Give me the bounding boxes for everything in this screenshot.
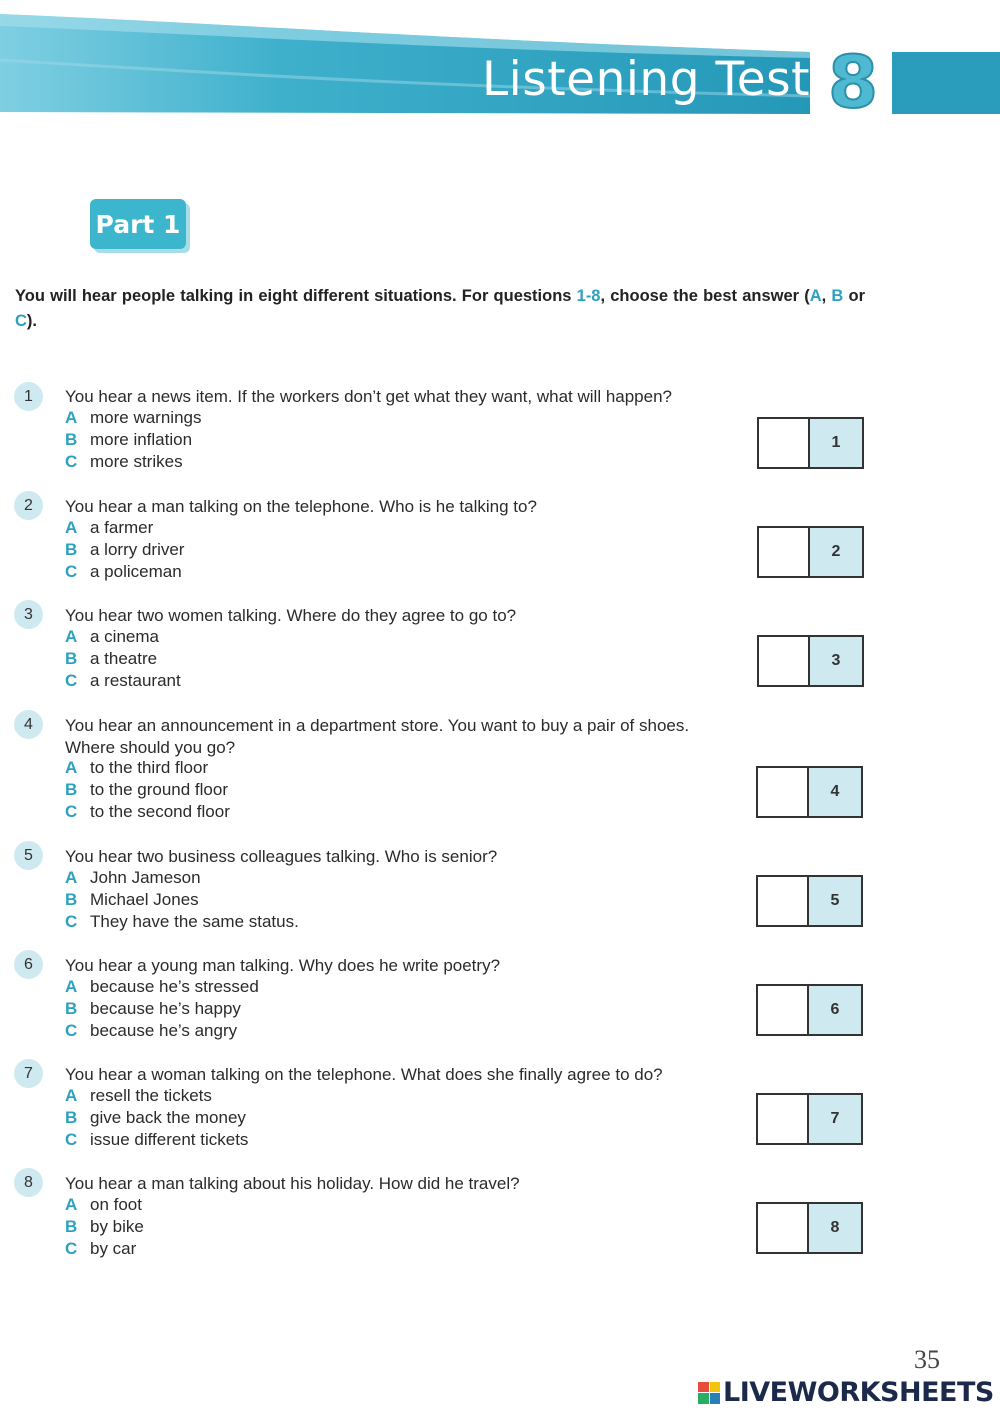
option-a: A a farmer bbox=[65, 518, 154, 537]
option-b: B by bike bbox=[65, 1217, 144, 1236]
question-number: 7 bbox=[14, 1059, 43, 1088]
answer-input[interactable] bbox=[758, 986, 809, 1034]
question-text: You hear an announcement in a department store. You want to buy a pair of shoes. Where should you go? bbox=[65, 716, 690, 757]
option-b: B give back the money bbox=[65, 1108, 246, 1127]
answer-box bbox=[756, 1202, 863, 1254]
liveworksheets-logo[interactable] bbox=[698, 1377, 994, 1408]
option-c: C a restaurant bbox=[65, 671, 181, 690]
answer-box bbox=[756, 984, 863, 1036]
option-a: A a cinema bbox=[65, 627, 159, 646]
answer-input[interactable] bbox=[758, 877, 809, 925]
answer-box bbox=[756, 875, 863, 927]
answer-box bbox=[756, 766, 863, 818]
answer-box bbox=[757, 417, 864, 469]
answer-box-label: 4 bbox=[809, 768, 861, 816]
question-number: 2 bbox=[14, 491, 43, 520]
option-a: A on foot bbox=[65, 1195, 142, 1214]
question-number: 4 bbox=[14, 710, 43, 739]
answer-input[interactable] bbox=[759, 637, 810, 685]
answer-box-label: 5 bbox=[809, 877, 861, 925]
answer-box-label: 8 bbox=[809, 1204, 861, 1252]
question-number: 3 bbox=[14, 600, 43, 629]
option-c: C because he’s angry bbox=[65, 1021, 238, 1040]
instructions: You will hear people talking in eight different situations. For questions 1-8, choose the best answer (A, B or C). bbox=[15, 287, 865, 330]
question-number: 8 bbox=[14, 1168, 43, 1197]
answer-box-label: 1 bbox=[810, 419, 862, 467]
page-number: 35 bbox=[914, 1345, 940, 1374]
page-title: Listening Test bbox=[482, 52, 811, 107]
question-number: 1 bbox=[14, 382, 43, 411]
liveworksheets-icon bbox=[698, 1382, 720, 1404]
test-number: 8 bbox=[828, 40, 879, 124]
answer-box bbox=[756, 1093, 863, 1145]
answer-box bbox=[757, 635, 864, 687]
question-text: You hear a man talking on the telephone. Who is he talking to? bbox=[65, 497, 537, 516]
option-b: B more inflation bbox=[65, 430, 193, 449]
option-b: B Michael Jones bbox=[65, 890, 199, 909]
answer-input[interactable] bbox=[759, 419, 810, 467]
question-text: You hear a woman talking on the telephone. What does she finally agree to do? bbox=[65, 1065, 663, 1084]
answer-input[interactable] bbox=[758, 1095, 809, 1143]
watermark-text: LIVEWORKSHEETS bbox=[723, 1377, 994, 1408]
question-text: You hear a young man talking. Why does he write poetry? bbox=[65, 956, 501, 975]
part-badge: Part 1 bbox=[90, 199, 186, 249]
option-c: C more strikes bbox=[65, 452, 183, 471]
option-a: A resell the tickets bbox=[65, 1086, 212, 1105]
option-a: A to the third floor bbox=[65, 758, 209, 777]
option-c: C to the second floor bbox=[65, 802, 230, 821]
answer-box-label: 3 bbox=[810, 637, 862, 685]
question-text: You hear a man talking about his holiday. How did he travel? bbox=[65, 1174, 520, 1193]
answer-input[interactable] bbox=[759, 528, 810, 576]
question-text: You hear a news item. If the workers don’t get what they want, what will happen? bbox=[65, 387, 672, 406]
answer-box bbox=[757, 526, 864, 578]
question-text: You hear two women talking. Where do they agree to go to? bbox=[65, 606, 517, 625]
option-a: A because he’s stressed bbox=[65, 977, 259, 996]
answer-box-label: 7 bbox=[809, 1095, 861, 1143]
question-text: You hear two business colleagues talking. Who is senior? bbox=[65, 847, 498, 866]
question-number: 6 bbox=[14, 950, 43, 979]
option-b: B to the ground floor bbox=[65, 780, 228, 799]
option-c: C issue different tickets bbox=[65, 1130, 249, 1149]
question-number: 5 bbox=[14, 841, 43, 870]
option-b: B a theatre bbox=[65, 649, 158, 668]
option-a: A more warnings bbox=[65, 408, 202, 427]
option-a: A John Jameson bbox=[65, 868, 201, 887]
answer-input[interactable] bbox=[758, 1204, 809, 1252]
option-c: C They have the same status. bbox=[65, 912, 299, 931]
answer-input[interactable] bbox=[758, 768, 809, 816]
option-b: B a lorry driver bbox=[65, 540, 185, 559]
option-c: C a policeman bbox=[65, 562, 182, 581]
answer-box-label: 6 bbox=[809, 986, 861, 1034]
option-b: B because he’s happy bbox=[65, 999, 241, 1018]
option-c: C by car bbox=[65, 1239, 137, 1258]
answer-box-label: 2 bbox=[810, 528, 862, 576]
